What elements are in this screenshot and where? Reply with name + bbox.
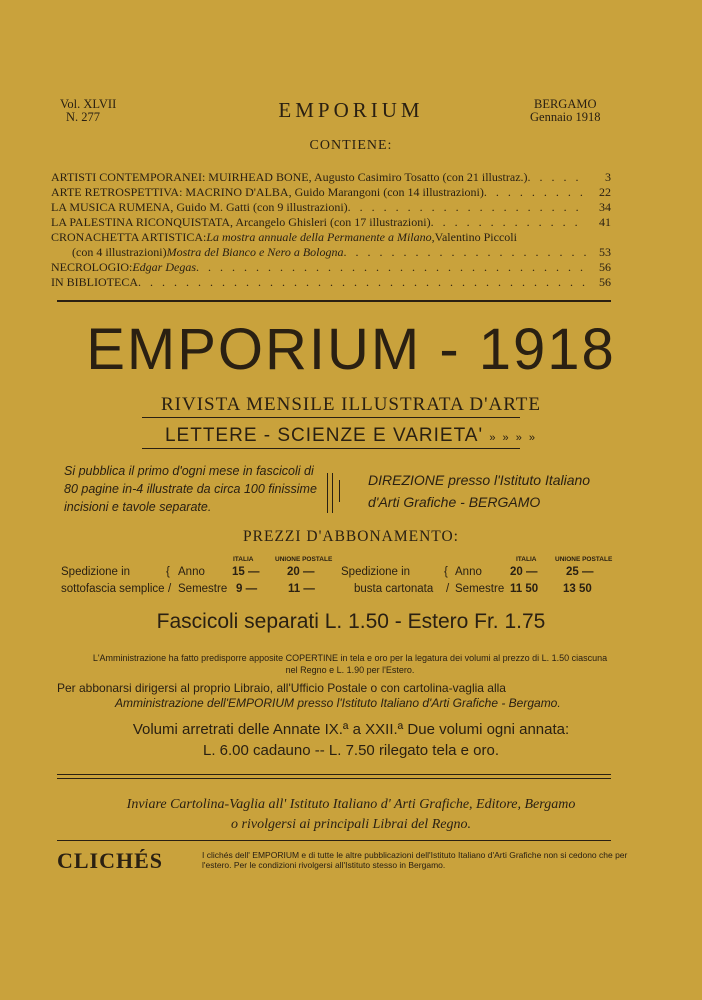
- toc-entry-text: NECROLOGIO:: [51, 260, 133, 274]
- divider: [57, 300, 611, 302]
- brace: /: [446, 583, 450, 595]
- price-label: busta cartonata: [354, 583, 434, 595]
- price-italia: 20 —: [510, 566, 538, 578]
- divider: [57, 840, 611, 841]
- subtitle-2-text: LETTERE - SCIENZE E VARIETA': [164, 425, 484, 446]
- vertical-divider: [332, 473, 333, 513]
- col-italia-left: ITALIA: [233, 556, 254, 563]
- toc-entry: [51, 200, 611, 215]
- send-order-line-2: o rivolgersi ai principali Librai del Regno.: [231, 817, 471, 832]
- toc-entry-page: 34: [599, 200, 611, 214]
- admin-note: L'Amministrazione ha fatto predisporre apposite COPERTINE in tela e oro per la legatura dei volumi al prezzo di L. 1.50 ciascuna nel Regno e L. 1.90 per l'Estero.: [92, 653, 608, 675]
- toc-entry: [51, 275, 611, 290]
- price-period: Semestre: [455, 583, 505, 595]
- back-issues-line-1: Volumi arretrati delle Annate IX.ª a XXII.ª Due volumi ogni annata:: [132, 721, 570, 738]
- price-period: Anno: [455, 566, 482, 578]
- divider: [142, 417, 520, 418]
- toc-entry-title: Mostra del Bianco e Nero a Bologna: [166, 245, 344, 259]
- masthead-subtitle-2: [0, 425, 702, 447]
- price-period: Semestre: [178, 583, 228, 595]
- issue-number: N. 277: [66, 110, 101, 124]
- toc-entry: [51, 185, 611, 200]
- toc-entry-text: ARTE RETROSPETTIVA: MACRINO D'ALBA, Guido Marangoni (con 14 illustrazioni): [51, 185, 484, 199]
- price-italia: 11 50: [510, 583, 539, 595]
- brace: {: [444, 566, 448, 578]
- price-unione: 11 —: [288, 583, 315, 595]
- vertical-divider: [327, 473, 328, 513]
- toc-entry-page: 41: [599, 215, 611, 229]
- toc-entry: [51, 230, 611, 245]
- subscribe-line-1: Per abbonarsi dirigersi al proprio Libraio, all'Ufficio Postale o con cartolina-vaglia alla: [57, 681, 506, 695]
- vertical-divider: [339, 480, 340, 502]
- price-label: sottofascia semplice: [61, 583, 165, 595]
- brace: {: [166, 566, 170, 578]
- send-order: [0, 795, 702, 835]
- toc-entry: [51, 170, 611, 185]
- toc-entry-text: CRONACHETTA ARTISTICA:: [51, 230, 207, 244]
- toc-entry-page: 3: [605, 170, 611, 184]
- cliches-note: I clichés dell' EMPORIUM e di tutte le altre pubblicazioni dell'Istituto Italiano d'Arti Grafiche non si cedono che per l'estero. Per le condizioni rivolgersi all'Istituto stesso in Bergamo.: [202, 850, 628, 870]
- masthead-title: EMPORIUM - 1918: [86, 317, 616, 382]
- send-order-line-1: Inviare Cartolina-Vaglia all' Istituto Italiano d' Arti Grafiche, Editore, Bergamo: [126, 797, 576, 812]
- col-unione-right: UNIONE POSTALE: [555, 556, 613, 563]
- price-unione: 20 —: [287, 566, 315, 578]
- col-italia-right: ITALIA: [516, 556, 537, 563]
- place: BERGAMO: [533, 97, 597, 111]
- masthead-subtitle: RIVISTA MENSILE ILLUSTRATA D'ARTE: [160, 394, 542, 415]
- header-title: EMPORIUM: [278, 98, 424, 122]
- price-italia: 9 —: [236, 583, 258, 595]
- price-italia: 15 —: [232, 566, 260, 578]
- divider: [142, 448, 520, 449]
- back-issues: [0, 719, 702, 761]
- toc-entry: [72, 245, 611, 260]
- toc-entry-author: Valentino Piccoli: [434, 230, 517, 244]
- toc-entry-title: La mostra annuale della Permanente a Milano,: [206, 230, 435, 244]
- price-unione: 13 50: [563, 583, 592, 595]
- divider: [57, 774, 611, 775]
- place-date: [530, 98, 600, 124]
- direzione: DIREZIONE presso l'Istituto Italiano d'Arti Grafiche - BERGAMO: [368, 472, 591, 510]
- ornament: » » » »: [489, 432, 537, 444]
- brace: /: [168, 583, 172, 595]
- cliches-label: CLICHÉS: [57, 848, 164, 873]
- price-label: Spedizione in: [341, 566, 411, 578]
- divider: [57, 778, 611, 779]
- date: Gennaio 1918: [530, 110, 601, 124]
- subscribe-info: [57, 681, 657, 711]
- contents-heading: CONTIENE:: [309, 138, 393, 153]
- toc-entry: [51, 215, 611, 230]
- price-period: Anno: [178, 566, 205, 578]
- toc-entry-title: Edgar Degas: [132, 260, 196, 274]
- toc-entry-page: 56: [599, 275, 611, 289]
- toc-entry-text: IN BIBLIOTECA: [51, 275, 138, 289]
- subscribe-line-2: Amministrazione dell'EMPORIUM presso l'Istituto Italiano d'Arti Grafiche - Bergamo.: [115, 696, 561, 710]
- toc-entry-text: ARTISTI CONTEMPORANEI: MUIRHEAD BONE, Augusto Casimiro Tosatto (con 21 illustraz.): [51, 170, 528, 184]
- toc-entry-text: (con 4 illustrazioni): [72, 245, 167, 259]
- single-issue-price: Fascicoli separati L. 1.50 - Estero Fr. 1.75: [156, 610, 546, 633]
- toc-entry: [51, 260, 611, 275]
- col-unione-left: UNIONE POSTALE: [275, 556, 333, 563]
- publication-info: Si pubblica il primo d'ogni mese in fascicoli di 80 pagine in-4 illustrate da circa 100 finissime incisioni e tavole separate.: [64, 464, 317, 514]
- prices-heading: PREZZI D'ABBONAMENTO:: [243, 528, 459, 545]
- price-unione: 25 —: [566, 566, 594, 578]
- toc-entry-page: 22: [599, 185, 611, 199]
- toc-entry-text: LA MUSICA RUMENA, Guido M. Gatti (con 9 illustrazioni): [51, 200, 348, 214]
- toc-entry-page: 56: [599, 260, 611, 274]
- price-label: Spedizione in: [61, 566, 131, 578]
- toc-entry-text: LA PALESTINA RICONQUISTATA, Arcangelo Ghisleri (con 17 illustrazioni): [51, 215, 431, 229]
- toc-entry-page: 53: [599, 245, 611, 259]
- volume: Vol. XLVII: [60, 97, 117, 111]
- back-issues-line-2: L. 6.00 cadauno -- L. 7.50 rilegato tela e oro.: [202, 742, 500, 759]
